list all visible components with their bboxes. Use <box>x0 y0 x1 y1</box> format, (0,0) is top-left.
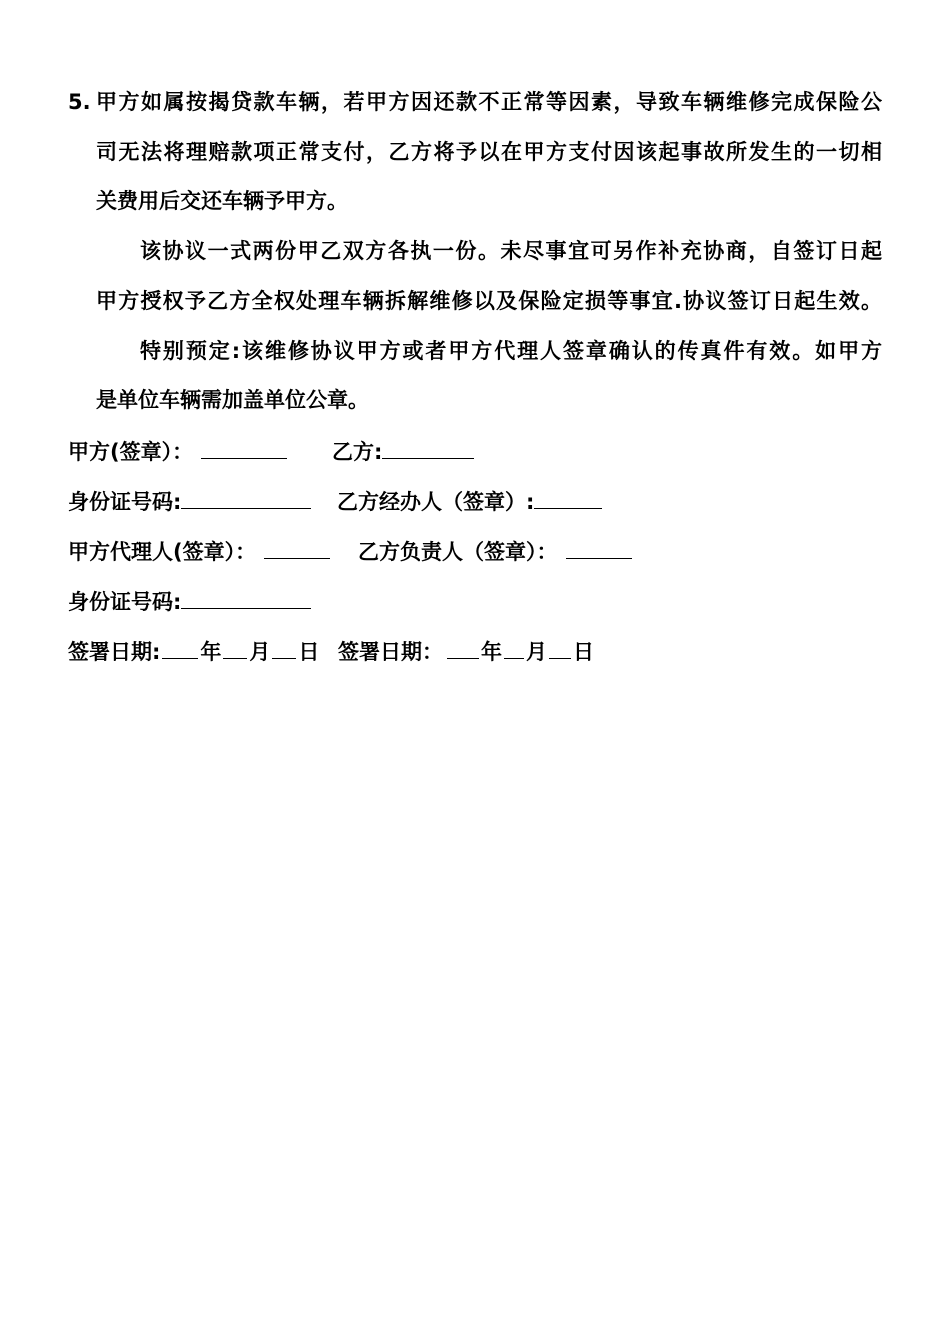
sign-date-a-day: 日 <box>298 640 320 664</box>
sign-date-a-year: 年 <box>200 640 222 664</box>
sign-date-a-day-blank[interactable] <box>272 636 296 659</box>
signature-row-5b <box>338 636 594 664</box>
id-number-label: 身份证号码: <box>68 490 182 514</box>
signature-row-1b <box>332 436 476 464</box>
signature-row-3b <box>358 536 634 564</box>
party-a-agent-blank[interactable] <box>264 536 330 559</box>
party-b-blank[interactable] <box>382 436 474 459</box>
sign-date-b-month-blank[interactable] <box>504 636 524 659</box>
sign-date-b-year: 年 <box>481 640 502 664</box>
clause-5-text-line-1: 甲方如属按揭贷款车辆，若甲方因还款不正常等因素，导致车辆维修完成保险公 <box>96 90 882 114</box>
signature-row-1 <box>68 436 289 464</box>
party-b-handler-blank[interactable] <box>534 486 602 509</box>
agreement-text-line-2: 甲方授权予乙方全权处理车辆拆解维修以及保险定损等事宜.协议签订日起生效。 <box>96 289 882 313</box>
sign-date-a-month-blank[interactable] <box>223 636 247 659</box>
party-b-manager-blank[interactable] <box>566 536 632 559</box>
special-text-line-1: 特别预定:该维修协议甲方或者甲方代理人签章确认的传真件有效。如甲方 <box>140 339 882 363</box>
sign-date-b-label: 签署日期： <box>338 640 443 664</box>
clause-5-text-line-2: 司无法将理赔款项正常支付，乙方将予以在甲方支付因该起事故所发生的一切相 <box>96 140 882 164</box>
agreement-text-line-1: 该协议一式两份甲乙双方各执一份。未尽事宜可另作补充协商，自签订日起 <box>140 239 882 263</box>
id-number-2-blank[interactable] <box>181 586 311 609</box>
clause-5-text-line-3: 关费用后交还车辆予甲方。 <box>96 189 348 213</box>
signature-row-2 <box>68 486 313 514</box>
party-a-agent-label: 甲方代理人(签章）： <box>68 540 257 564</box>
signature-row-5 <box>68 636 319 664</box>
sign-date-a-year-blank[interactable] <box>162 636 198 659</box>
party-a-sign-blank[interactable] <box>201 436 287 459</box>
sign-date-b-day: 日 <box>573 640 594 664</box>
clause-5-line-1 <box>68 88 882 116</box>
party-b-manager-label: 乙方负责人（签章）： <box>358 540 558 564</box>
id-number-blank[interactable] <box>181 486 311 509</box>
sign-date-b-year-blank[interactable] <box>447 636 479 659</box>
agreement-line-1 <box>140 237 882 265</box>
party-b-label: 乙方: <box>332 440 383 464</box>
special-line-2 <box>96 386 369 414</box>
sign-date-a-month: 月 <box>249 640 271 664</box>
party-b-handler-label: 乙方经办人（签章）: <box>337 490 535 514</box>
sign-date-b-month: 月 <box>526 640 547 664</box>
special-text-line-2: 是单位车辆需加盖单位公章。 <box>96 388 369 412</box>
signature-row-3 <box>68 536 332 564</box>
signature-row-4 <box>68 586 313 614</box>
clause-5-number: 5. <box>68 90 91 114</box>
clause-5-line-3 <box>96 187 348 215</box>
agreement-line-2 <box>96 287 882 315</box>
id-number-2-label: 身份证号码: <box>68 590 182 614</box>
party-a-sign-label: 甲方(签章）： <box>68 440 194 464</box>
clause-5-line-2 <box>96 138 882 166</box>
signature-row-2b <box>337 486 604 514</box>
sign-date-b-day-blank[interactable] <box>549 636 571 659</box>
sign-date-a-label: 签署日期: <box>68 640 161 664</box>
special-line-1 <box>140 337 882 365</box>
